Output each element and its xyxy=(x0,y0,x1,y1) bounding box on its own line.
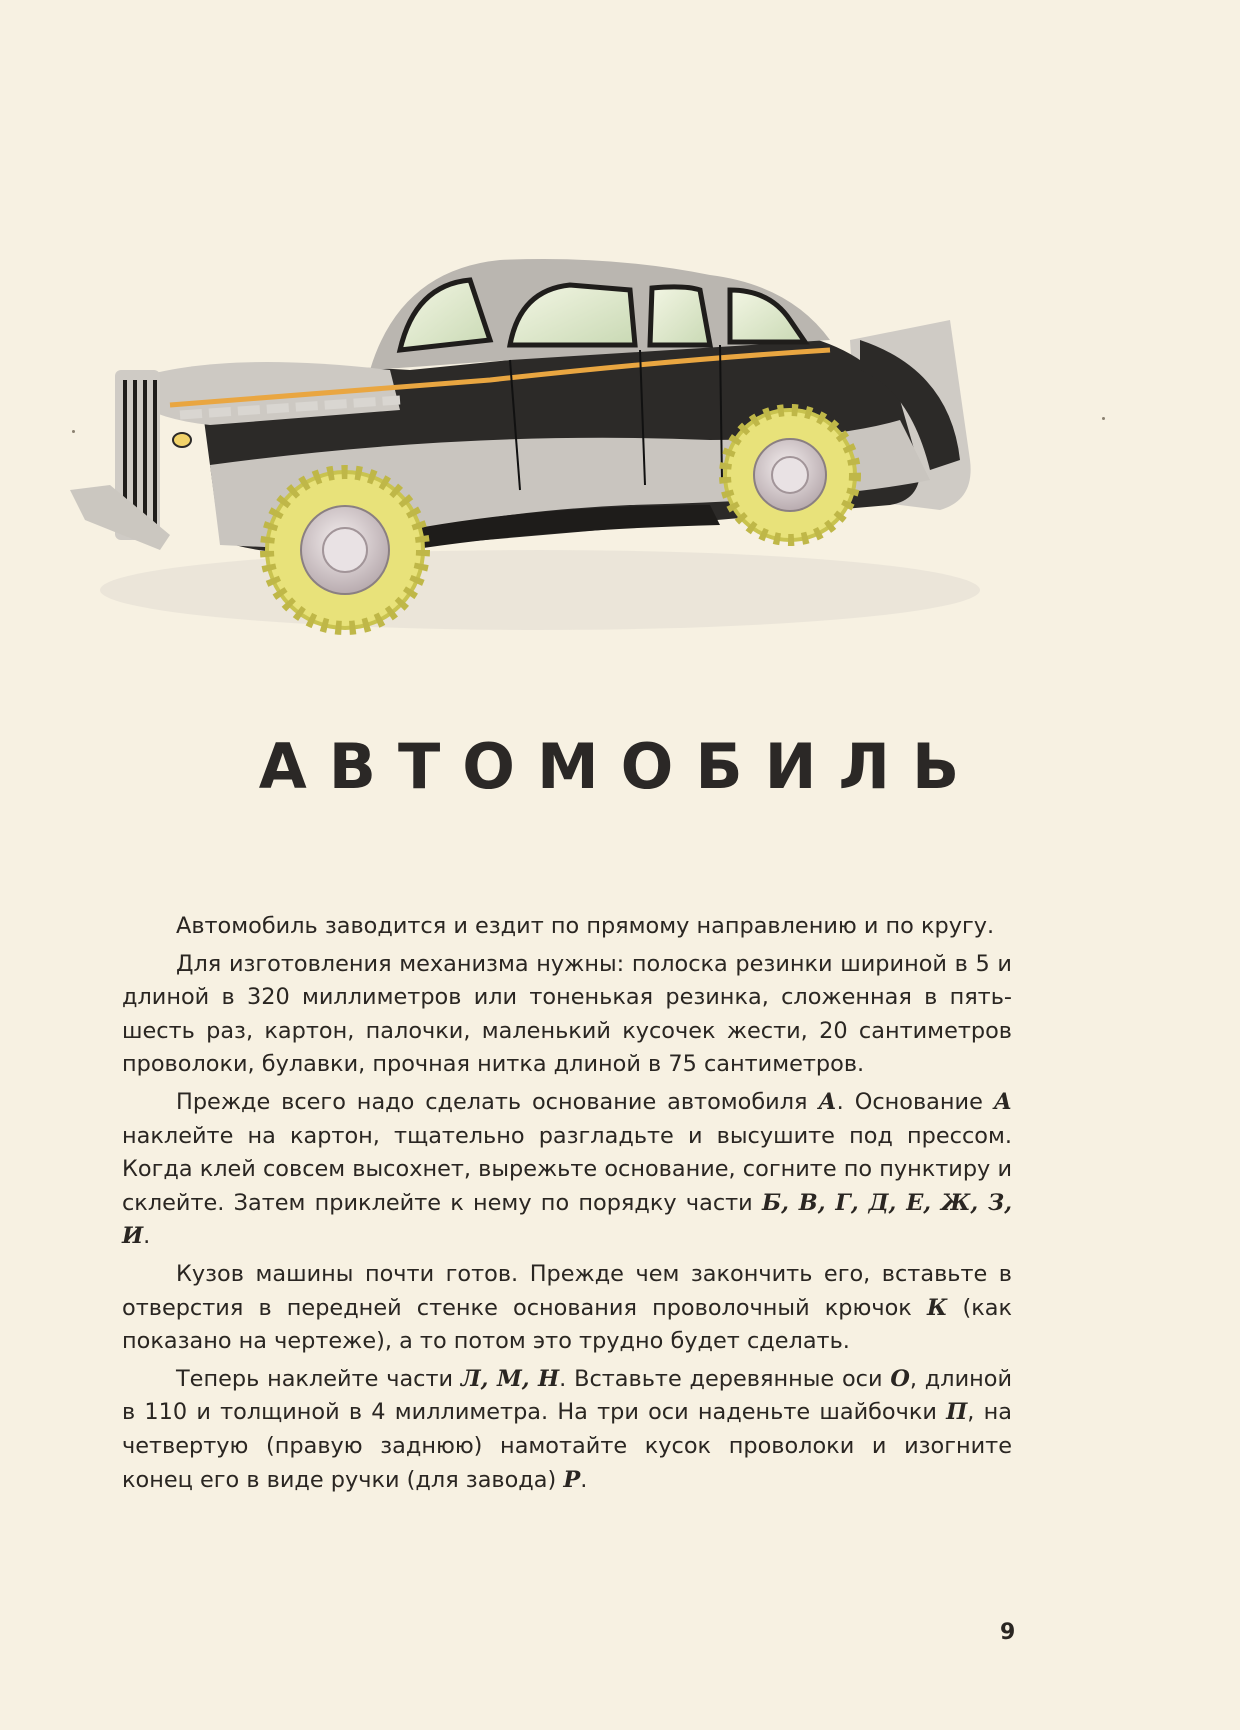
text-run: Автомобиль заводится и ездит по прямому направлению и по кругу. xyxy=(176,913,995,939)
paragraph xyxy=(122,948,1012,1082)
part-letter: А xyxy=(993,1088,1012,1115)
text-run: . xyxy=(580,1466,588,1493)
car-illustration xyxy=(70,250,1050,710)
text-run: Теперь наклейте части xyxy=(176,1365,461,1392)
text-run: , длиной в 110 и толщиной в 4 миллиметра. На три оси наденьте шайбочки xyxy=(122,1365,1013,1426)
page-number: 9 xyxy=(1000,1620,1016,1645)
part-letter: П xyxy=(946,1399,968,1426)
paragraph xyxy=(122,910,1012,944)
part-letter: Р xyxy=(563,1466,581,1493)
paper-speck xyxy=(72,430,75,433)
part-letter: О xyxy=(890,1365,910,1392)
text-run: . Основание xyxy=(836,1088,994,1115)
text-run: , на четвертую (правую заднюю) намотайте кусок проволоки и изогните конец его в виде ручки (для завода) xyxy=(122,1399,1012,1493)
rear-wheel xyxy=(725,410,855,540)
text-run: Кузов машины почти готов. Прежде чем закончить его, вставьте в отверстия в передней стенке основания проволочный крючок xyxy=(122,1260,1012,1321)
part-letter: Л, М, Н xyxy=(460,1365,560,1392)
paper-speck xyxy=(1102,417,1105,420)
part-letter: А xyxy=(818,1088,837,1115)
part-letter: К xyxy=(926,1294,948,1321)
text-run: наклейте на картон, тщательно разгладьте и высушите под прессом. Когда клей совсем высохнет, вырежьте основание, согните по пунктиру и склейте. Затем приклейте к нему по порядку части xyxy=(122,1122,1012,1216)
paragraph xyxy=(122,1086,1012,1254)
part-letter: Б, В, Г, Д, Е, Ж, З, И xyxy=(122,1189,1012,1250)
text-run: Прежде всего надо сделать основание автомобиля xyxy=(176,1088,819,1115)
body-text xyxy=(122,910,1012,1501)
text-run: (как показано на чертеже), а то потом это трудно будет сделать. xyxy=(122,1294,1012,1355)
paragraph xyxy=(122,1258,1012,1359)
text-run: Для изготовления механизма нужны: полоска резинки шириной в 5 и длиной в 320 миллиметров или тоненькая резинка, сложенная в пять-шесть раз, картон, палочки, маленький кусочек жести, 20 сантиметров проволоки, булавки, прочная нитка длиной в 75 сантиметров. xyxy=(122,950,1012,1078)
front-wheel xyxy=(267,472,423,628)
text-run: . xyxy=(143,1223,151,1250)
paragraph xyxy=(122,1363,1012,1497)
text-run: . Вставьте деревянные оси xyxy=(559,1365,891,1392)
page-title: АВТОМОБИЛЬ xyxy=(258,730,982,803)
